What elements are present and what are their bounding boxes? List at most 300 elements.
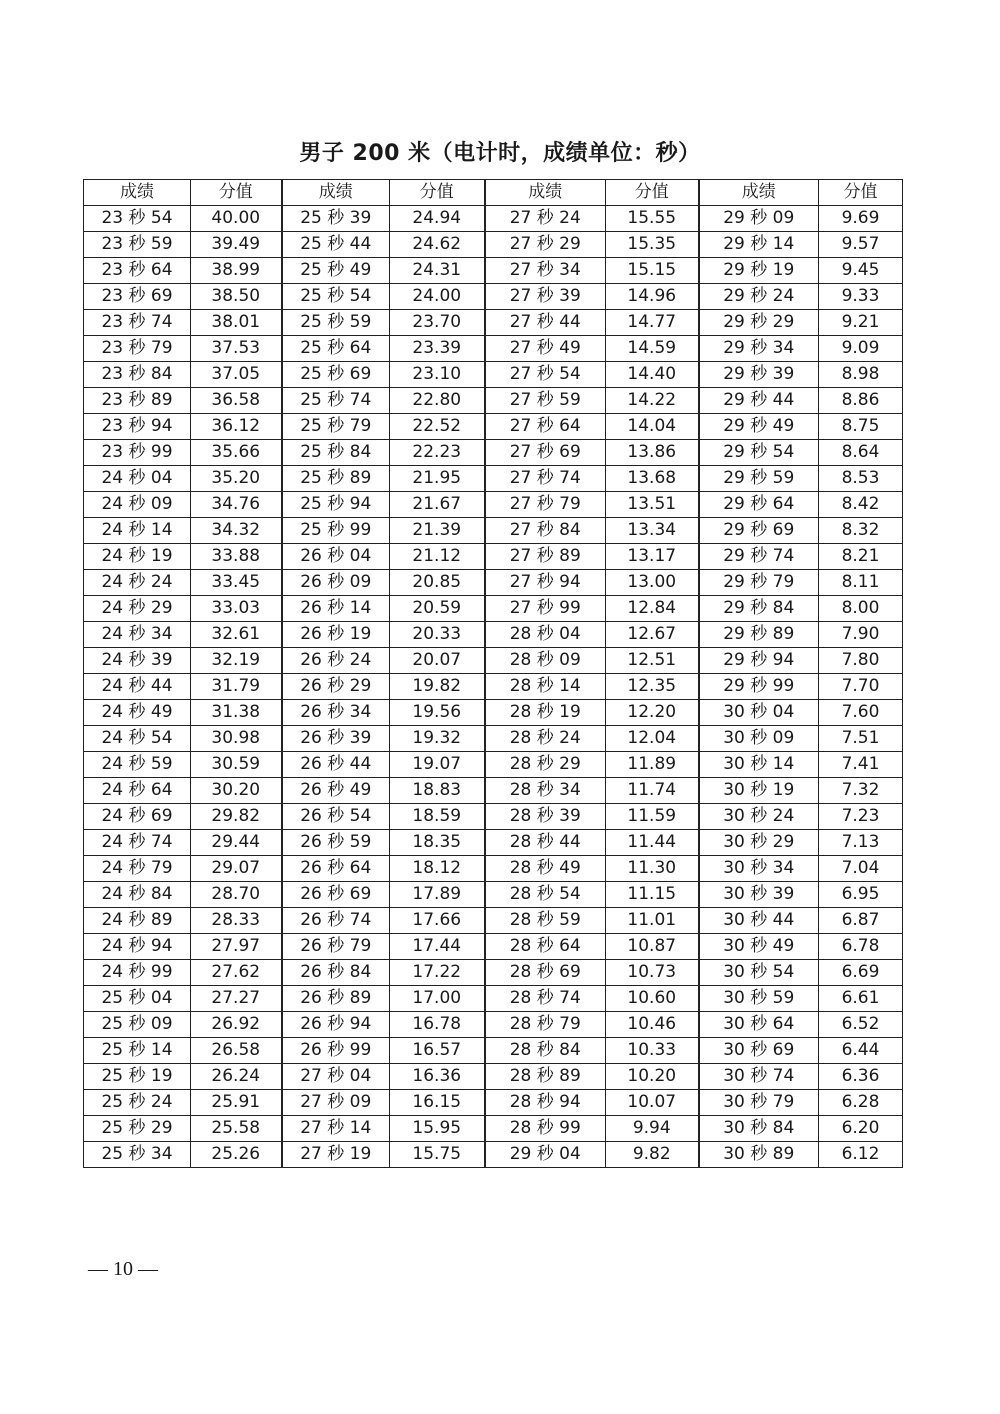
score-time-cell: 24 秒 09 [84, 492, 191, 518]
table-row [84, 440, 903, 466]
table-row [84, 388, 903, 414]
score-points-cell: 6.69 [819, 960, 903, 986]
score-points-cell: 8.86 [819, 388, 903, 414]
score-points-cell: 7.70 [819, 674, 903, 700]
score-points-cell: 14.22 [606, 388, 699, 414]
score-time-cell: 25 秒 49 [282, 258, 390, 284]
table-row [84, 648, 903, 674]
score-points-cell: 7.90 [819, 622, 903, 648]
score-points-cell: 26.58 [191, 1038, 282, 1064]
table-row [84, 232, 903, 258]
score-points-cell: 10.46 [606, 1012, 699, 1038]
score-points-cell: 7.80 [819, 648, 903, 674]
score-points-cell: 23.39 [390, 336, 485, 362]
score-time-cell: 25 秒 34 [84, 1142, 191, 1168]
score-points-cell: 10.33 [606, 1038, 699, 1064]
score-time-cell: 23 秒 89 [84, 388, 191, 414]
score-points-cell: 9.57 [819, 232, 903, 258]
score-points-cell: 19.32 [390, 726, 485, 752]
score-time-cell: 29 秒 89 [699, 622, 819, 648]
score-time-cell: 28 秒 04 [485, 622, 606, 648]
score-time-cell: 29 秒 59 [699, 466, 819, 492]
score-time-cell: 29 秒 04 [485, 1142, 606, 1168]
score-points-cell: 33.45 [191, 570, 282, 596]
score-time-cell: 30 秒 89 [699, 1142, 819, 1168]
table-row [84, 466, 903, 492]
score-points-cell: 14.96 [606, 284, 699, 310]
score-points-cell: 11.15 [606, 882, 699, 908]
score-time-cell: 26 秒 29 [282, 674, 390, 700]
score-time-cell: 30 秒 69 [699, 1038, 819, 1064]
table-row [84, 726, 903, 752]
score-points-cell: 25.26 [191, 1142, 282, 1168]
table-row [84, 570, 903, 596]
table-row [84, 674, 903, 700]
score-points-cell: 32.19 [191, 648, 282, 674]
score-time-cell: 25 秒 64 [282, 336, 390, 362]
score-points-cell: 7.51 [819, 726, 903, 752]
score-time-cell: 24 秒 69 [84, 804, 191, 830]
table-row [84, 258, 903, 284]
score-time-cell: 30 秒 04 [699, 700, 819, 726]
score-time-cell: 29 秒 64 [699, 492, 819, 518]
score-time-cell: 24 秒 44 [84, 674, 191, 700]
score-points-cell: 13.68 [606, 466, 699, 492]
score-points-cell: 7.32 [819, 778, 903, 804]
score-time-cell: 28 秒 19 [485, 700, 606, 726]
score-time-cell: 24 秒 39 [84, 648, 191, 674]
score-time-cell: 23 秒 99 [84, 440, 191, 466]
score-time-cell: 25 秒 24 [84, 1090, 191, 1116]
column-header-points: 分值 [390, 180, 485, 206]
table-row [84, 414, 903, 440]
score-time-cell: 29 秒 79 [699, 570, 819, 596]
score-points-cell: 13.17 [606, 544, 699, 570]
table-row [84, 1116, 903, 1142]
score-points-cell: 16.78 [390, 1012, 485, 1038]
score-time-cell: 25 秒 04 [84, 986, 191, 1012]
score-points-cell: 18.12 [390, 856, 485, 882]
score-time-cell: 23 秒 69 [84, 284, 191, 310]
score-points-cell: 36.12 [191, 414, 282, 440]
score-time-cell: 30 秒 49 [699, 934, 819, 960]
score-points-cell: 15.75 [390, 1142, 485, 1168]
score-time-cell: 28 秒 89 [485, 1064, 606, 1090]
score-time-cell: 30 秒 84 [699, 1116, 819, 1142]
score-points-cell: 11.01 [606, 908, 699, 934]
page-number: — 10 — [88, 1258, 158, 1280]
score-points-cell: 6.61 [819, 986, 903, 1012]
score-time-cell: 26 秒 14 [282, 596, 390, 622]
score-points-cell: 28.33 [191, 908, 282, 934]
score-points-cell: 37.53 [191, 336, 282, 362]
score-points-cell: 8.64 [819, 440, 903, 466]
score-time-cell: 23 秒 59 [84, 232, 191, 258]
score-points-cell: 12.20 [606, 700, 699, 726]
score-time-cell: 26 秒 99 [282, 1038, 390, 1064]
score-time-cell: 30 秒 59 [699, 986, 819, 1012]
score-points-cell: 37.05 [191, 362, 282, 388]
score-points-cell: 34.32 [191, 518, 282, 544]
score-time-cell: 25 秒 89 [282, 466, 390, 492]
score-points-cell: 16.36 [390, 1064, 485, 1090]
score-points-cell: 11.74 [606, 778, 699, 804]
score-time-cell: 28 秒 79 [485, 1012, 606, 1038]
table-header-row [84, 180, 903, 206]
score-time-cell: 26 秒 49 [282, 778, 390, 804]
score-time-cell: 25 秒 39 [282, 206, 390, 232]
score-time-cell: 27 秒 84 [485, 518, 606, 544]
table-row [84, 830, 903, 856]
table-row [84, 882, 903, 908]
score-points-cell: 11.30 [606, 856, 699, 882]
score-time-cell: 24 秒 24 [84, 570, 191, 596]
score-time-cell: 26 秒 09 [282, 570, 390, 596]
score-points-cell: 30.98 [191, 726, 282, 752]
score-points-cell: 9.82 [606, 1142, 699, 1168]
score-time-cell: 26 秒 94 [282, 1012, 390, 1038]
score-time-cell: 25 秒 84 [282, 440, 390, 466]
score-time-cell: 30 秒 09 [699, 726, 819, 752]
score-time-cell: 29 秒 84 [699, 596, 819, 622]
table-row [84, 1012, 903, 1038]
score-points-cell: 8.32 [819, 518, 903, 544]
score-time-cell: 28 秒 14 [485, 674, 606, 700]
table-row [84, 284, 903, 310]
score-time-cell: 28 秒 54 [485, 882, 606, 908]
score-time-cell: 29 秒 44 [699, 388, 819, 414]
score-points-cell: 17.89 [390, 882, 485, 908]
score-points-cell: 25.58 [191, 1116, 282, 1142]
score-time-cell: 26 秒 69 [282, 882, 390, 908]
score-time-cell: 25 秒 59 [282, 310, 390, 336]
score-points-cell: 22.23 [390, 440, 485, 466]
score-points-cell: 15.35 [606, 232, 699, 258]
score-time-cell: 29 秒 69 [699, 518, 819, 544]
score-time-cell: 28 秒 74 [485, 986, 606, 1012]
score-points-cell: 38.99 [191, 258, 282, 284]
score-time-cell: 27 秒 29 [485, 232, 606, 258]
score-time-cell: 29 秒 14 [699, 232, 819, 258]
score-points-cell: 19.82 [390, 674, 485, 700]
score-time-cell: 30 秒 14 [699, 752, 819, 778]
score-points-cell: 38.50 [191, 284, 282, 310]
score-time-cell: 29 秒 74 [699, 544, 819, 570]
table-row [84, 622, 903, 648]
column-header-points: 分值 [819, 180, 903, 206]
score-time-cell: 25 秒 69 [282, 362, 390, 388]
score-time-cell: 26 秒 79 [282, 934, 390, 960]
score-time-cell: 30 秒 34 [699, 856, 819, 882]
score-points-cell: 16.57 [390, 1038, 485, 1064]
score-time-cell: 30 秒 54 [699, 960, 819, 986]
score-points-cell: 23.70 [390, 310, 485, 336]
score-points-cell: 11.59 [606, 804, 699, 830]
score-time-cell: 24 秒 79 [84, 856, 191, 882]
score-time-cell: 26 秒 24 [282, 648, 390, 674]
table-row [84, 596, 903, 622]
score-time-cell: 28 秒 59 [485, 908, 606, 934]
score-time-cell: 28 秒 94 [485, 1090, 606, 1116]
score-points-cell: 13.34 [606, 518, 699, 544]
table-row [84, 544, 903, 570]
score-time-cell: 23 秒 74 [84, 310, 191, 336]
score-points-cell: 30.59 [191, 752, 282, 778]
table-row [84, 1090, 903, 1116]
table-row [84, 1142, 903, 1168]
column-header-points: 分值 [191, 180, 282, 206]
column-header-score: 成绩 [699, 180, 819, 206]
score-points-cell: 22.52 [390, 414, 485, 440]
score-points-cell: 20.33 [390, 622, 485, 648]
score-points-cell: 18.59 [390, 804, 485, 830]
score-time-cell: 23 秒 84 [84, 362, 191, 388]
score-time-cell: 23 秒 64 [84, 258, 191, 284]
score-time-cell: 24 秒 14 [84, 518, 191, 544]
score-points-cell: 10.73 [606, 960, 699, 986]
score-points-cell: 17.00 [390, 986, 485, 1012]
score-time-cell: 26 秒 74 [282, 908, 390, 934]
score-time-cell: 24 秒 59 [84, 752, 191, 778]
score-points-cell: 29.44 [191, 830, 282, 856]
score-points-cell: 36.58 [191, 388, 282, 414]
score-time-cell: 29 秒 54 [699, 440, 819, 466]
page-title: 男子 200 米（电计时，成绩单位：秒） [299, 141, 701, 166]
score-points-cell: 29.82 [191, 804, 282, 830]
score-time-cell: 27 秒 34 [485, 258, 606, 284]
score-time-cell: 24 秒 89 [84, 908, 191, 934]
score-points-cell: 35.20 [191, 466, 282, 492]
score-points-cell: 40.00 [191, 206, 282, 232]
score-time-cell: 24 秒 19 [84, 544, 191, 570]
score-time-cell: 26 秒 34 [282, 700, 390, 726]
column-header-score: 成绩 [84, 180, 191, 206]
score-points-cell: 32.61 [191, 622, 282, 648]
score-points-cell: 24.62 [390, 232, 485, 258]
score-points-cell: 7.60 [819, 700, 903, 726]
score-points-cell: 19.07 [390, 752, 485, 778]
score-points-cell: 13.51 [606, 492, 699, 518]
score-time-cell: 29 秒 49 [699, 414, 819, 440]
score-time-cell: 29 秒 19 [699, 258, 819, 284]
score-points-cell: 6.20 [819, 1116, 903, 1142]
column-header-points: 分值 [606, 180, 699, 206]
score-points-cell: 21.12 [390, 544, 485, 570]
score-time-cell: 26 秒 19 [282, 622, 390, 648]
score-time-cell: 29 秒 09 [699, 206, 819, 232]
score-points-cell: 12.67 [606, 622, 699, 648]
score-time-cell: 23 秒 79 [84, 336, 191, 362]
score-time-cell: 27 秒 24 [485, 206, 606, 232]
score-time-cell: 27 秒 09 [282, 1090, 390, 1116]
table-row [84, 700, 903, 726]
score-points-cell: 24.00 [390, 284, 485, 310]
table-row [84, 778, 903, 804]
score-points-cell: 31.38 [191, 700, 282, 726]
score-points-cell: 6.44 [819, 1038, 903, 1064]
score-points-cell: 31.79 [191, 674, 282, 700]
score-time-cell: 25 秒 19 [84, 1064, 191, 1090]
score-time-cell: 30 秒 74 [699, 1064, 819, 1090]
score-points-cell: 30.20 [191, 778, 282, 804]
score-time-cell: 24 秒 99 [84, 960, 191, 986]
score-points-cell: 20.07 [390, 648, 485, 674]
score-points-cell: 8.21 [819, 544, 903, 570]
score-time-cell: 30 秒 64 [699, 1012, 819, 1038]
score-time-cell: 24 秒 64 [84, 778, 191, 804]
score-points-cell: 38.01 [191, 310, 282, 336]
score-points-cell: 15.55 [606, 206, 699, 232]
score-time-cell: 28 秒 49 [485, 856, 606, 882]
score-time-cell: 25 秒 29 [84, 1116, 191, 1142]
score-points-cell: 13.86 [606, 440, 699, 466]
score-time-cell: 29 秒 39 [699, 362, 819, 388]
score-points-cell: 19.56 [390, 700, 485, 726]
score-time-cell: 24 秒 34 [84, 622, 191, 648]
table-row [84, 518, 903, 544]
score-time-cell: 24 秒 54 [84, 726, 191, 752]
score-time-cell: 23 秒 94 [84, 414, 191, 440]
score-points-cell: 12.51 [606, 648, 699, 674]
score-time-cell: 29 秒 99 [699, 674, 819, 700]
score-time-cell: 28 秒 24 [485, 726, 606, 752]
score-time-cell: 27 秒 49 [485, 336, 606, 362]
score-points-cell: 9.09 [819, 336, 903, 362]
score-time-cell: 30 秒 39 [699, 882, 819, 908]
score-time-cell: 29 秒 24 [699, 284, 819, 310]
score-points-cell: 29.07 [191, 856, 282, 882]
score-time-cell: 23 秒 54 [84, 206, 191, 232]
score-points-cell: 33.88 [191, 544, 282, 570]
score-points-cell: 6.28 [819, 1090, 903, 1116]
score-time-cell: 27 秒 64 [485, 414, 606, 440]
score-points-cell: 9.69 [819, 206, 903, 232]
score-time-cell: 28 秒 39 [485, 804, 606, 830]
score-points-cell: 20.85 [390, 570, 485, 596]
table-row [84, 362, 903, 388]
score-points-cell: 21.39 [390, 518, 485, 544]
table-row [84, 960, 903, 986]
score-time-cell: 27 秒 94 [485, 570, 606, 596]
score-time-cell: 26 秒 04 [282, 544, 390, 570]
score-time-cell: 25 秒 44 [282, 232, 390, 258]
score-time-cell: 28 秒 69 [485, 960, 606, 986]
score-time-cell: 27 秒 74 [485, 466, 606, 492]
score-time-cell: 25 秒 54 [282, 284, 390, 310]
column-header-score: 成绩 [282, 180, 390, 206]
score-time-cell: 27 秒 19 [282, 1142, 390, 1168]
score-points-cell: 6.36 [819, 1064, 903, 1090]
score-points-cell: 16.15 [390, 1090, 485, 1116]
score-time-cell: 29 秒 94 [699, 648, 819, 674]
score-time-cell: 24 秒 04 [84, 466, 191, 492]
score-points-cell: 7.41 [819, 752, 903, 778]
score-points-cell: 18.35 [390, 830, 485, 856]
score-time-cell: 24 秒 94 [84, 934, 191, 960]
score-points-cell: 33.03 [191, 596, 282, 622]
score-time-cell: 27 秒 79 [485, 492, 606, 518]
score-points-cell: 14.77 [606, 310, 699, 336]
score-points-cell: 13.00 [606, 570, 699, 596]
score-time-cell: 26 秒 84 [282, 960, 390, 986]
score-points-cell: 7.23 [819, 804, 903, 830]
table-row [84, 1064, 903, 1090]
score-time-cell: 25 秒 09 [84, 1012, 191, 1038]
score-points-cell: 8.11 [819, 570, 903, 596]
score-points-cell: 27.27 [191, 986, 282, 1012]
score-time-cell: 27 秒 69 [485, 440, 606, 466]
table-row [84, 492, 903, 518]
score-points-cell: 9.94 [606, 1116, 699, 1142]
score-points-cell: 7.13 [819, 830, 903, 856]
score-points-cell: 14.40 [606, 362, 699, 388]
score-time-cell: 27 秒 39 [485, 284, 606, 310]
score-time-cell: 30 秒 24 [699, 804, 819, 830]
score-points-cell: 15.15 [606, 258, 699, 284]
score-points-cell: 17.22 [390, 960, 485, 986]
score-time-cell: 26 秒 44 [282, 752, 390, 778]
score-time-cell: 24 秒 84 [84, 882, 191, 908]
score-points-cell: 23.10 [390, 362, 485, 388]
score-points-cell: 11.89 [606, 752, 699, 778]
score-points-cell: 9.45 [819, 258, 903, 284]
score-time-cell: 25 秒 79 [282, 414, 390, 440]
table-row [84, 986, 903, 1012]
score-points-cell: 28.70 [191, 882, 282, 908]
score-time-cell: 25 秒 74 [282, 388, 390, 414]
score-time-cell: 26 秒 54 [282, 804, 390, 830]
score-points-cell: 17.66 [390, 908, 485, 934]
score-time-cell: 27 秒 59 [485, 388, 606, 414]
score-points-cell: 8.98 [819, 362, 903, 388]
score-points-cell: 18.83 [390, 778, 485, 804]
score-points-cell: 35.66 [191, 440, 282, 466]
score-time-cell: 24 秒 49 [84, 700, 191, 726]
score-time-cell: 29 秒 29 [699, 310, 819, 336]
table-row [84, 310, 903, 336]
score-points-cell: 26.24 [191, 1064, 282, 1090]
score-time-cell: 24 秒 29 [84, 596, 191, 622]
score-points-cell: 10.60 [606, 986, 699, 1012]
score-points-cell: 14.04 [606, 414, 699, 440]
score-points-cell: 14.59 [606, 336, 699, 362]
table-row [84, 752, 903, 778]
table-row [84, 856, 903, 882]
score-points-cell: 27.97 [191, 934, 282, 960]
score-table [83, 179, 903, 1168]
score-time-cell: 27 秒 99 [485, 596, 606, 622]
score-points-cell: 10.20 [606, 1064, 699, 1090]
score-points-cell: 6.12 [819, 1142, 903, 1168]
score-time-cell: 26 秒 59 [282, 830, 390, 856]
score-points-cell: 6.95 [819, 882, 903, 908]
score-points-cell: 6.78 [819, 934, 903, 960]
score-points-cell: 9.21 [819, 310, 903, 336]
score-points-cell: 26.92 [191, 1012, 282, 1038]
score-points-cell: 12.35 [606, 674, 699, 700]
score-time-cell: 25 秒 14 [84, 1038, 191, 1064]
table-body [84, 206, 903, 1168]
score-time-cell: 26 秒 89 [282, 986, 390, 1012]
score-points-cell: 12.04 [606, 726, 699, 752]
score-points-cell: 34.76 [191, 492, 282, 518]
score-points-cell: 24.31 [390, 258, 485, 284]
table-row [84, 804, 903, 830]
score-time-cell: 30 秒 79 [699, 1090, 819, 1116]
score-time-cell: 26 秒 64 [282, 856, 390, 882]
score-points-cell: 21.67 [390, 492, 485, 518]
score-points-cell: 11.44 [606, 830, 699, 856]
